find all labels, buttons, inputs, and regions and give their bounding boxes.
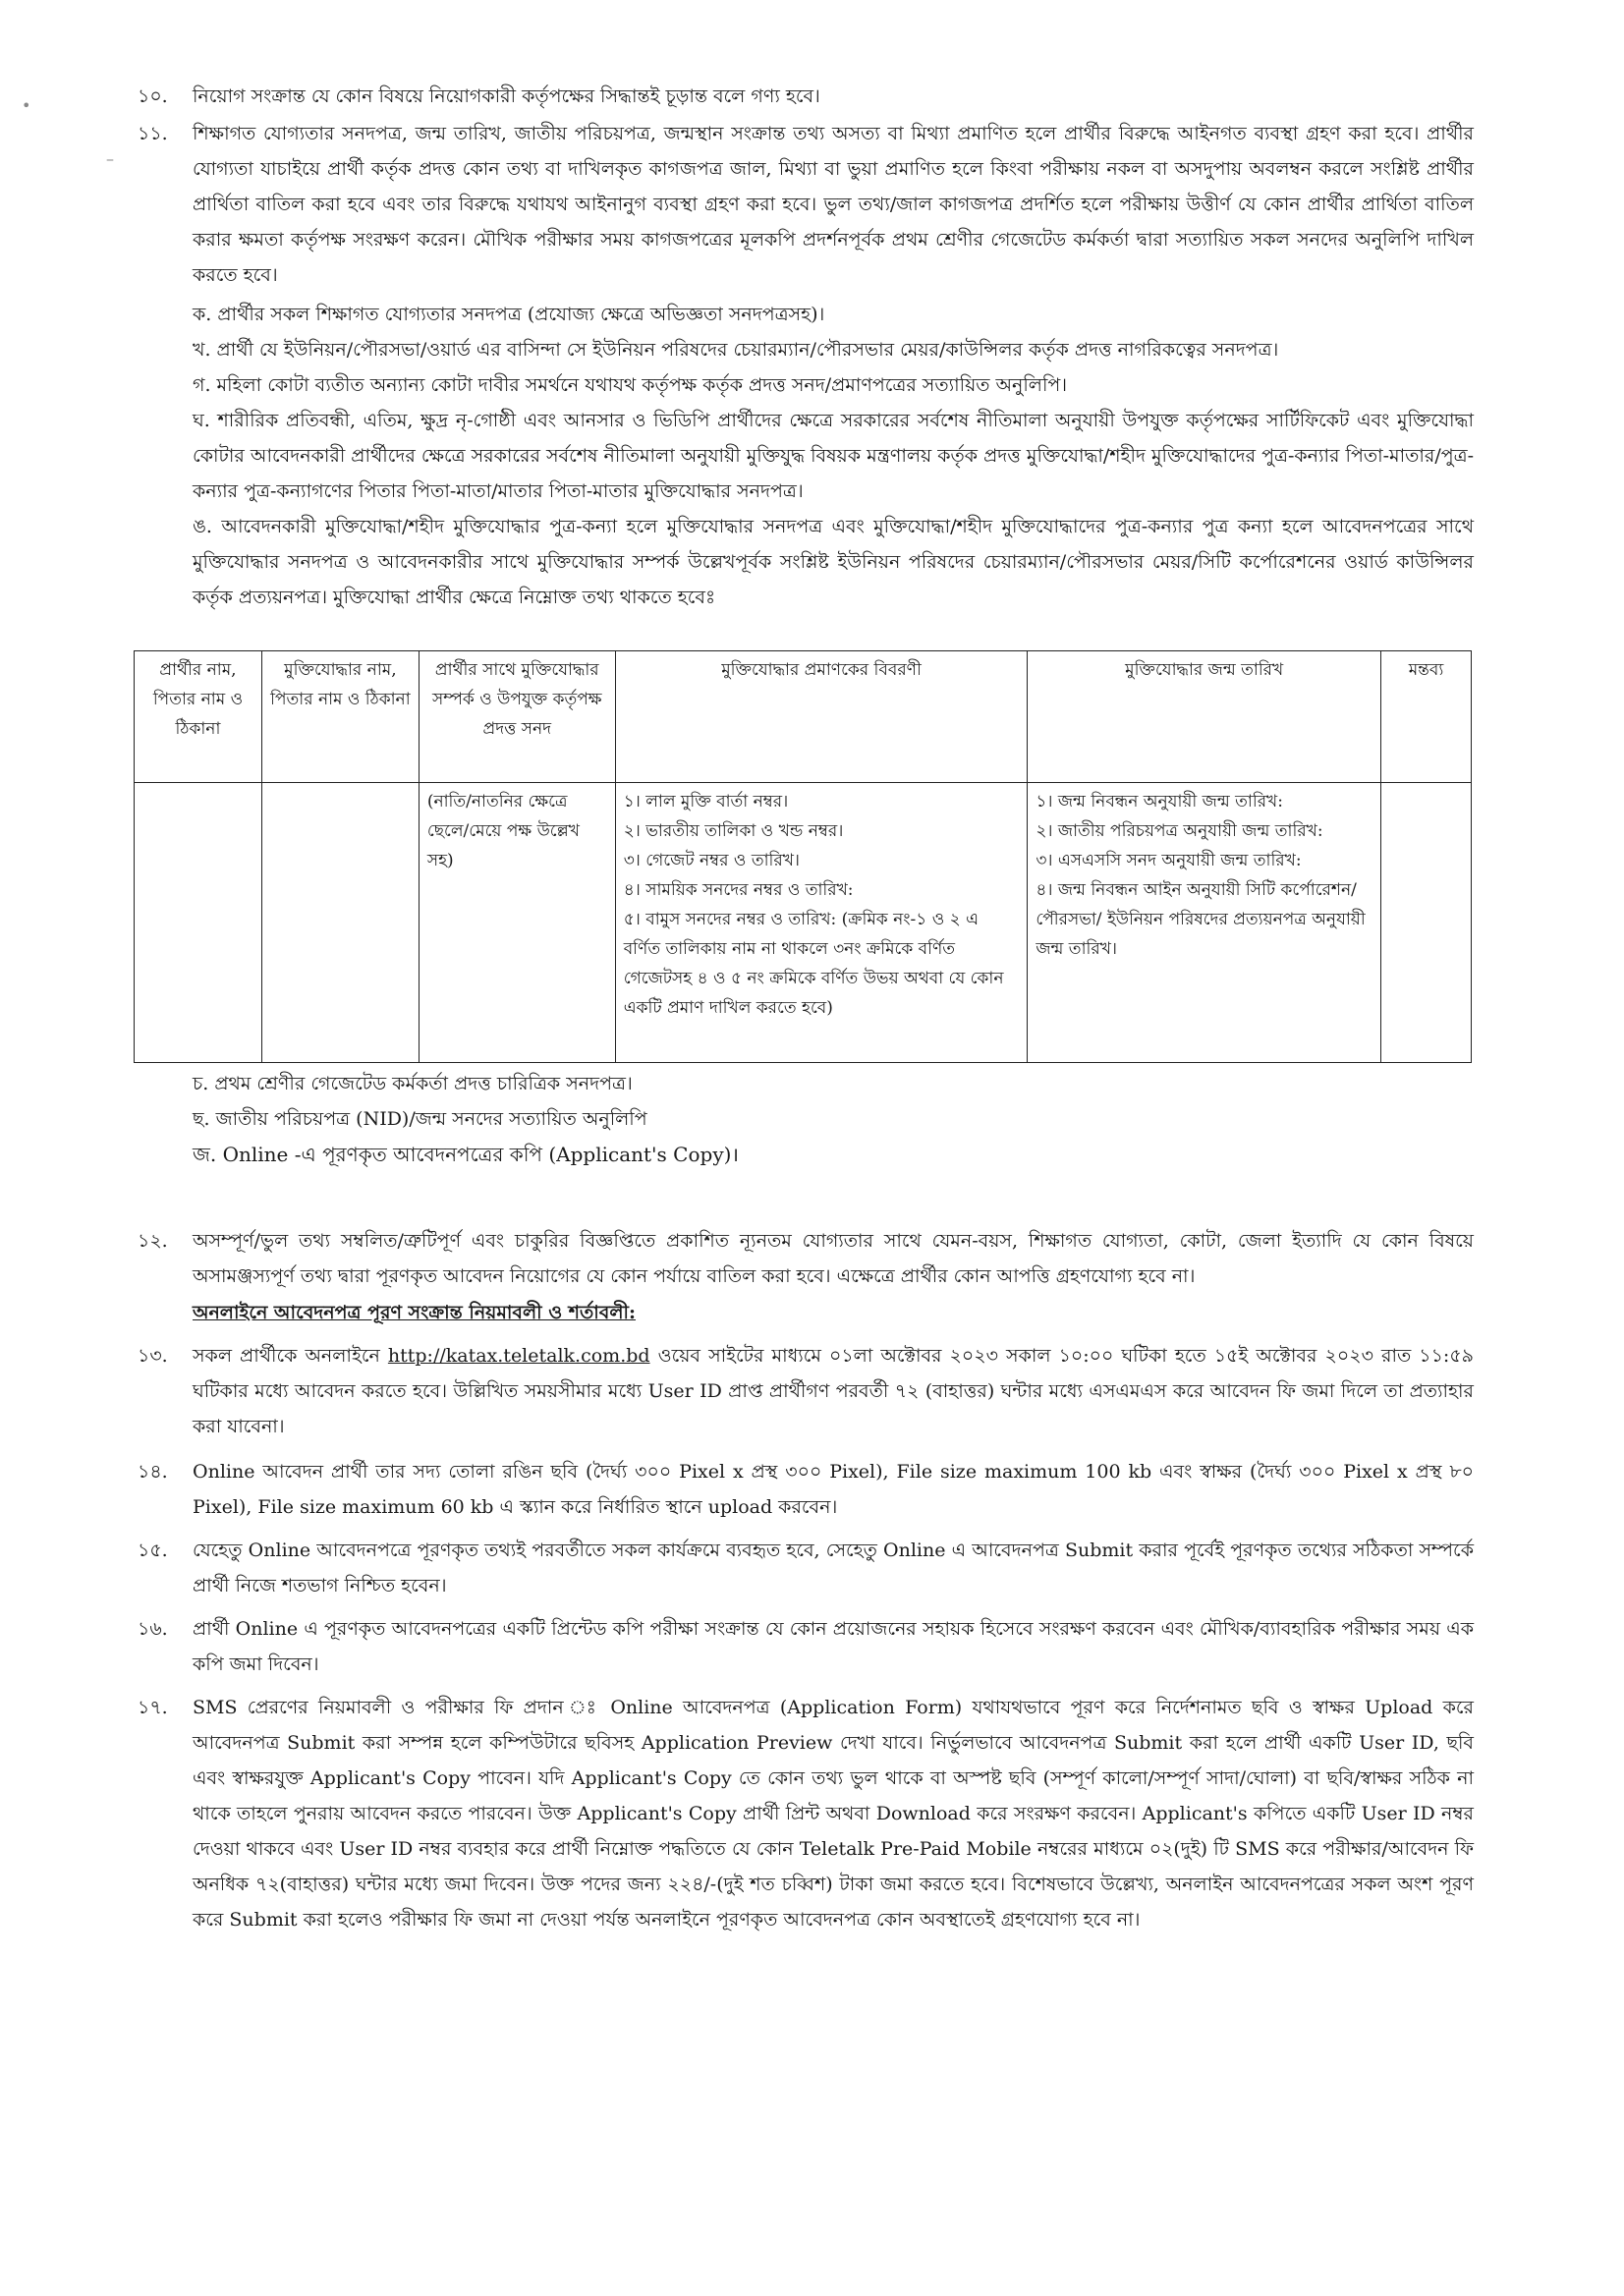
- clause-16: [138, 1611, 1474, 1682]
- clause-15: [138, 1533, 1474, 1603]
- freedom-fighter-table: [134, 650, 1472, 1063]
- list-item: ১। জন্ম নিবন্ধন অনুযায়ী জন্ম তারিখ:: [1036, 792, 1283, 812]
- clause-number: ১৪.: [138, 1461, 168, 1483]
- subitem-umo: ঙ. আবেদনকারী মুক্তিযোদ্ধা/শহীদ মুক্তিযোদ্ধার পুত্র-কন্যা হলে মুক্তিযোদ্ধার সনদপত্র এবং মুক্তিযোদ্ধা/শহীদ মুক্তিযোদ্ধাদের পুত্র-কন্যার পুত্র কন্যা হলে আবেদনপত্রের সাথে মুক্তিযোদ্ধার সনদপত্র ও আবেদনকারীর সাথে মুক্তিযোদ্ধার সম্পর্ক উল্লেখপূর্বক সংশ্লিষ্ট ইউনিয়ন পরিষদের চেয়ারম্যান/পৌরসভার মেয়র/সিটি কর্পোরেশনের ওয়ার্ড কাউন্সিলর কর্তৃক প্রত্যয়নপত্র। মুক্তিযোদ্ধা প্রার্থীর ক্ষেত্রে নিম্নোক্ত তথ্য থাকতে হবেঃ: [193, 516, 1474, 608]
- clause-12: [138, 1223, 1474, 1294]
- table-header: মন্তব্য: [1381, 651, 1472, 783]
- table-cell-remarks: [1381, 783, 1472, 1063]
- clause-text-post: ওয়েব সাইটের মাধ্যমে ০১লা অক্টোবর ২০২৩ সকাল ১০:০০ ঘটিকা হতে ১৫ই অক্টোবর ২০২৩ রাত ১১:৫৯ ঘটিকার মধ্যে আবেদন করতে হবে। উল্লিখিত সময়সীমার মধ্যে User ID প্রাপ্ত প্রার্থীগণ পরবর্তী ৭২ (বাহাত্তর) ঘন্টার মধ্যে এসএমএস করে আবেদন ফি জমা দিলে তা প্রত্যাহার করা যাবেনা।: [193, 1345, 1474, 1437]
- clause-text: প্রার্থী Online এ পূরণকৃত আবেদনপত্রের একটি প্রিন্টেড কপি পরীক্ষা সংক্রান্ত যে কোন প্রয়োজনের সহায়ক হিসেবে সংরক্ষণ করবেন এবং মৌখিক/ব্যাবহারিক পরীক্ষার সময় এক কপি জমা দিবেন।: [193, 1618, 1474, 1675]
- subitem-ja: জ. Online -এ পূরণকৃত আবেদনপত্রের কপি (Applicant's Copy)।: [193, 1143, 739, 1166]
- table-cell: [135, 783, 262, 1063]
- subitem-ga: গ. মহিলা কোটা ব্যতীত অন্যান্য কোটা দাবীর সমর্থনে যথাযথ কর্তৃপক্ষ কর্তৃক প্রদত্ত সনদ/প্রমাণপত্রের সত্যায়িত অনুলিপি।: [193, 374, 1068, 396]
- subitem-kha: খ. প্রার্থী যে ইউনিয়ন/পৌরসভা/ওয়ার্ড এর বাসিন্দা সে ইউনিয়ন পরিষদের চেয়ারম্যান/পৌরসভার মেয়র/কাউন্সিলর কর্তৃক প্রদত্ত নাগরিকত্বের সনদপত্র।: [193, 339, 1279, 361]
- subitem-ka: ক. প্রার্থীর সকল শিক্ষাগত যোগ্যতার সনদপত্র (প্রযোজ্য ক্ষেত্রে অভিজ্ঞতা সনদপত্রসহ)।: [193, 304, 825, 325]
- clause-text: [193, 1338, 1474, 1444]
- clause-text: যেহেতু Online আবেদনপত্রে পূরণকৃত তথ্যই পরবর্তীতে সকল কার্যক্রমে ব্যবহৃত হবে, সেহেতু Online এ আবেদনপত্র Submit করার পূর্বেই পূরণকৃত তথ্যের সঠিকতা সম্পর্কে প্রার্থী নিজে শতভাগ নিশ্চিত হবেন।: [193, 1540, 1474, 1596]
- clause-text: নিয়োগ সংক্রান্ত যে কোন বিষয়ে নিয়োগকারী কর্তৃপক্ষের সিদ্ধান্তই চূড়ান্ত বলে গণ্য হবে।: [193, 85, 820, 107]
- table-cell-birth: [1028, 783, 1381, 1063]
- clause-number: ১১.: [138, 123, 168, 144]
- table-cell-relation: (নাতি/নাতনির ক্ষেত্রে ছেলে/মেয়ে পক্ষ উল্লেখ সহ): [419, 783, 615, 1063]
- scan-mark: •: [22, 96, 31, 115]
- clause-11-subitems-2: [138, 1066, 1474, 1172]
- table-row: [135, 783, 1472, 1063]
- list-item: ২। জাতীয় পরিচয়পত্র অনুযায়ী জন্ম তারিখ:: [1036, 821, 1323, 841]
- table-header: মুক্তিযোদ্ধার প্রমাণকের বিবরণী: [615, 651, 1028, 783]
- list-item: ৩। এসএসসি সনদ অনুযায়ী জন্ম তারিখ:: [1036, 851, 1302, 870]
- clause-11: [138, 116, 1474, 293]
- clause-text: অসম্পূর্ণ/ভুল তথ্য সম্বলিত/ত্রুটিপূর্ণ এবং চাকুরির বিজ্ঞপ্তিতে প্রকাশিত ন্যূনতম যোগ্যতার সাথে যেমন-বয়স, শিক্ষাগত যোগ্যতা, কোটা, জেলা ইত্যাদি যে কোন বিষয়ে অসামঞ্জস্যপূর্ণ তথ্য দ্বারা পূরণকৃত আবেদন নিয়োগের যে কোন পর্যায়ে বাতিল করা হবে। এক্ষেত্রে প্রার্থীর কোন আপত্তি গ্রহণযোগ্য হবে না।: [193, 1230, 1474, 1287]
- scan-mark: –: [106, 149, 114, 168]
- clause-number: ১০.: [138, 85, 168, 107]
- clause-13: [138, 1338, 1474, 1444]
- clause-10: [138, 79, 1474, 114]
- clause-11-subitems: [138, 297, 1474, 615]
- clause-number: ১৩.: [138, 1345, 168, 1367]
- clause-text: Online আবেদন প্রার্থী তার সদ্য তোলা রঙিন ছবি (দৈর্ঘ্য ৩০০ Pixel x প্রস্থ ৩০০ Pixel), File size maximum 100 kb এবং স্বাক্ষর (দৈর্ঘ্য ৩০০ Pixel x প্রস্থ ৮০ Pixel), File size maximum 60 kb এ স্ক্যান করে নির্ধারিত স্থানে upload করবেন।: [193, 1461, 1474, 1518]
- section-heading: [138, 1295, 1474, 1330]
- clause-text-pre: সকল প্রার্থীকে অনলাইনে: [193, 1345, 388, 1367]
- clause-14: [138, 1454, 1474, 1525]
- table-header: মুক্তিযোদ্ধার নাম, পিতার নাম ও ঠিকানা: [261, 651, 419, 783]
- heading-text: অনলাইনে আবেদনপত্র পূরণ সংক্রান্ত নিয়মাবলী ও শর্তাবলী:: [193, 1302, 636, 1323]
- table-header: প্রার্থীর নাম, পিতার নাম ও ঠিকানা: [135, 651, 262, 783]
- list-item: ৪। জন্ম নিবন্ধন আইন অনুযায়ী সিটি কর্পোরেশন/পৌরসভা/ ইউনিয়ন পরিষদের প্রত্যয়নপত্র অনুযায়ী জন্ম তারিখ।: [1036, 880, 1366, 959]
- list-item: ৩। গেজেট নম্বর ও তারিখ।: [623, 851, 800, 870]
- table-cell: [261, 783, 419, 1063]
- clause-number: ১৭.: [138, 1697, 168, 1718]
- table-header: মুক্তিযোদ্ধার জন্ম তারিখ: [1028, 651, 1381, 783]
- apply-link[interactable]: http://katax.teletalk.com.bd: [387, 1345, 650, 1367]
- table-header: প্রার্থীর সাথে মুক্তিযোদ্ধার সম্পর্ক ও উপযুক্ত কর্তৃপক্ষ প্রদত্ত সনদ: [419, 651, 615, 783]
- list-item: ৫। বামুস সনদের নম্বর ও তারিখ: (ক্রমিক নং-১ ও ২ এ বর্ণিত তালিকায় নাম না থাকলে ৩নং ক্রমিকে বর্ণিত গেজেটসহ ৪ ও ৫ নং ক্রমিকে বর্ণিত উভয় অথবা যে কোন একটি প্রমাণ দাখিল করতে হবে): [623, 910, 1004, 1018]
- subitem-gha: ঘ. শারীরিক প্রতিবন্ধী, এতিম, ক্ষুদ্র নৃ-গোষ্ঠী এবং আনসার ও ভিডিপি প্রার্থীদের ক্ষেত্রে সরকারের সর্বশেষ নীতিমালা অনুযায়ী উপযুক্ত কর্তৃপক্ষের সার্টিফিকেট এবং মুক্তিযোদ্ধা কোটার আবেদনকারী প্রার্থীদের ক্ষেত্রে সরকারের সর্বশেষ নীতিমালা অনুযায়ী মুক্তিযুদ্ধ বিষয়ক মন্ত্রণালয় কর্তৃক প্রদত্ত মুক্তিযোদ্ধা/শহীদ মুক্তিযোদ্ধাদের পুত্র-কন্যার পিতা-মাতার/পুত্র-কন্যার পুত্র-কন্যাগণের পিতার পিতা-মাতা/মাতার পিতা-মাতার মুক্তিযোদ্ধার সনদপত্র।: [193, 410, 1474, 502]
- list-item: ৪। সাময়িক সনদের নম্বর ও তারিখ:: [623, 880, 854, 900]
- subitem-chha: ছ. জাতীয় পরিচয়পত্র (NID)/জন্ম সনদের সত্যায়িত অনুলিপি: [193, 1108, 647, 1130]
- clause-number: ১৫.: [138, 1540, 168, 1561]
- table-cell-proof: [615, 783, 1028, 1063]
- clause-text: SMS প্রেরণের নিয়মাবলী ও পরীক্ষার ফি প্রদান ঃ Online আবেদনপত্র (Application Form) যথাযথভাবে পূরণ করে নির্দেশনামত ছবি ও স্বাক্ষর Upload করে আবেদনপত্র Submit করা সম্পন্ন হলে কম্পিউটারে ছবিসহ Application Preview দেখা যাবে। নির্ভুলভাবে আবেদনপত্র Submit করা হলে প্রার্থী একটি User ID, ছবি এবং স্বাক্ষরযুক্ত Applicant's Copy পাবেন। যদি Applicant's Copy তে কোন তথ্য ভুল থাকে বা অস্পষ্ট ছবি (সম্পূর্ণ কালো/সম্পূর্ণ সাদা/ঘোলা) বা ছবি/স্বাক্ষর সঠিক না থাকে তাহলে পুনরায় আবেদন করতে পারবেন। উক্ত Applicant's Copy প্রার্থী প্রিন্ট অথবা Download করে সংরক্ষণ করবেন। Applicant's কপিতে একটি User ID নম্বর দেওয়া থাকবে এবং User ID নম্বর ব্যবহার করে প্রার্থী নিম্নোক্ত পদ্ধতিতে যে কোন Teletalk Pre-Paid Mobile নম্বরের মাধ্যমে ০২(দুই) টি SMS করে পরীক্ষার/আবেদন ফি অনধিক ৭২(বাহাত্তর) ঘন্টার মধ্যে জমা দিবেন। উক্ত পদের জন্য ২২৪/-(দুই শত চব্বিশ) টাকা জমা করতে হবে। বিশেষভাবে উল্লেখ্য, অনলাইন আবেদনপত্রের সকল অংশ পূরণ করে Submit করা হলেও পরীক্ষার ফি জমা না দেওয়া পর্যন্ত অনলাইনে পূরণকৃত আবেদনপত্র কোন অবস্থাতেই গ্রহণযোগ্য হবে না।: [193, 1697, 1474, 1931]
- list-item: ১। লাল মুক্তি বার্তা নম্বর।: [623, 792, 789, 812]
- subitem-cha: চ. প্রথম শ্রেণীর গেজেটেড কর্মকর্তা প্রদত্ত চারিত্রিক সনদপত্র।: [193, 1073, 633, 1094]
- clause-number: ১৬.: [138, 1618, 168, 1640]
- clause-17: [138, 1690, 1474, 1937]
- list-item: ২। ভারতীয় তালিকা ও খন্ড নম্বর।: [623, 821, 844, 841]
- clause-text: শিক্ষাগত যোগ্যতার সনদপত্র, জন্ম তারিখ, জাতীয় পরিচয়পত্র, জন্মস্থান সংক্রান্ত তথ্য অসত্য বা মিথ্যা প্রমাণিত হলে প্রার্থীর বিরুদ্ধে আইনগত ব্যবস্থা গ্রহণ করা হবে। প্রার্থীর যোগ্যতা যাচাইয়ে প্রার্থী কর্তৃক প্রদত্ত কোন তথ্য বা দাখিলকৃত কাগজপত্র জাল, মিথ্যা বা ভুয়া প্রমাণিত হলে কিংবা পরীক্ষায় নকল বা অসদুপায় অবলম্বন করলে সংশ্লিষ্ট প্রার্থীর প্রার্থিতা বাতিল করা হবে এবং তার বিরুদ্ধে যথাযথ আইনানুগ ব্যবস্থা গ্রহণ করা হবে। ভুল তথ্য/জাল কাগজপত্র প্রদর্শিত হলে পরীক্ষায় উত্তীর্ণ যে কোন প্রার্থীর প্রার্থিতা বাতিল করার ক্ষমতা কর্তৃপক্ষ সংরক্ষণ করেন। মৌখিক পরীক্ষার সময় কাগজপত্রের মূলকপি প্রদর্শনপূর্বক প্রথম শ্রেণীর গেজেটেড কর্মকর্তা দ্বারা সত্যায়িত সকল সনদের অনুলিপি দাখিল করতে হবে।: [193, 123, 1474, 286]
- clause-number: ১২.: [138, 1230, 168, 1252]
- table-header-row: [135, 651, 1472, 783]
